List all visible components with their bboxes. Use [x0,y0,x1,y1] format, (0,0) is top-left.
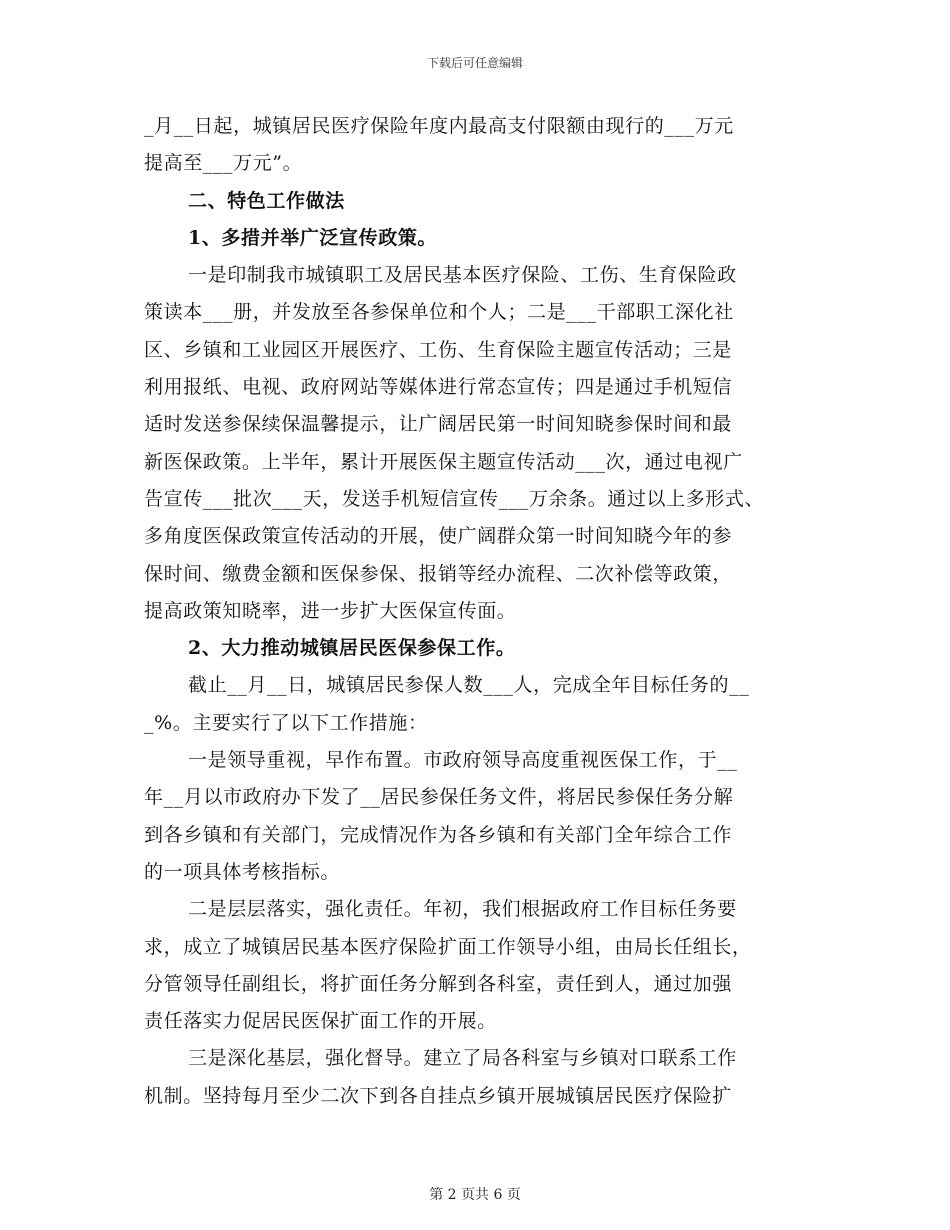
body-line: 适时发送参保续保温馨提示，让广阔居民第一时间知晓参保时间和最 [144,413,733,436]
body-line: 求，成立了城镇居民基本医疗保险扩面工作领导小组，由局长任组长， [144,935,752,958]
body-line: 分管领导任副组长，将扩面任务分解到各科室，责任到人，通过加强 [144,972,733,995]
body-line: 区、乡镇和工业园区开展医疗、工伤、生育保险主题宣传活动；三是 [144,338,733,361]
subsection-heading: 1、多措并举广泛宣传政策。 [188,226,438,249]
section-heading: 二、特色工作做法 [188,189,345,212]
body-line: 机制。坚持每月至少二次下到各自挂点乡镇开展城镇居民医疗保险扩 [144,1084,733,1107]
document-body [144,108,814,1115]
body-line: _%。主要实行了以下工作措施： [144,711,428,734]
body-line: _月__日起，城镇居民医疗保险年度内最高支付限额由现行的___万元 [144,115,734,137]
body-line: 多角度医保政策宣传活动的开展，使广阔群众第一时间知晓今年的参 [144,525,733,548]
body-line: 提高政策知晓率，进一步扩大医保宣传面。 [144,599,517,622]
paragraph-first-line: 一是领导重视，早作布置。市政府领导高度重视医保工作，于__ [188,749,738,772]
subsection-heading: 2、大力推动城镇居民医保参保工作。 [188,637,516,660]
body-line: 的一项具体考核指标。 [144,860,341,883]
page-header: 下载后可任意编辑 [426,56,523,70]
paragraph-first-line: 一是印制我市城镇职工及居民基本医疗保险、工伤、生育保险政 [188,264,737,287]
body-line: 利用报纸、电视、政府网站等媒体进行常态宣传；四是通过手机短信 [144,376,733,399]
body-line: 新医保政策。上半年，累计开展医保主题宣传活动___次，通过电视广 [144,450,743,473]
body-line: 责任落实力促居民医保扩面工作的开展。 [144,1010,497,1033]
paragraph-first-line: 二是层层落实，强化责任。年初，我们根据政府工作目标任务要 [188,898,737,921]
body-line: 到各乡镇和有关部门，完成情况作为各乡镇和有关部门全年综合工作 [144,823,733,846]
body-line: 策读本___册，并发放至各参保单位和个人；二是___干部职工深化社 [144,301,734,324]
body-line: 年__月以市政府办下发了__居民参保任务文件，将居民参保任务分解 [144,786,734,809]
body-line: 提高至___万元”。 [144,152,303,175]
paragraph-first-line: 截止__月__日，城镇居民参保人数___人，完成全年目标任务的__ [188,674,750,697]
body-line: 保时间、缴费金额和医保参保、报销等经办流程、二次补偿等政策， [144,562,733,585]
page-footer: 第 2 页共 6 页 [429,1187,521,1203]
body-line: 告宣传___批次___天，发送手机短信宣传___万余条。通过以上多形式、 [144,487,765,510]
paragraph-first-line: 三是深化基层，强化督导。建立了局各科室与乡镇对口联系工作 [188,1047,737,1070]
